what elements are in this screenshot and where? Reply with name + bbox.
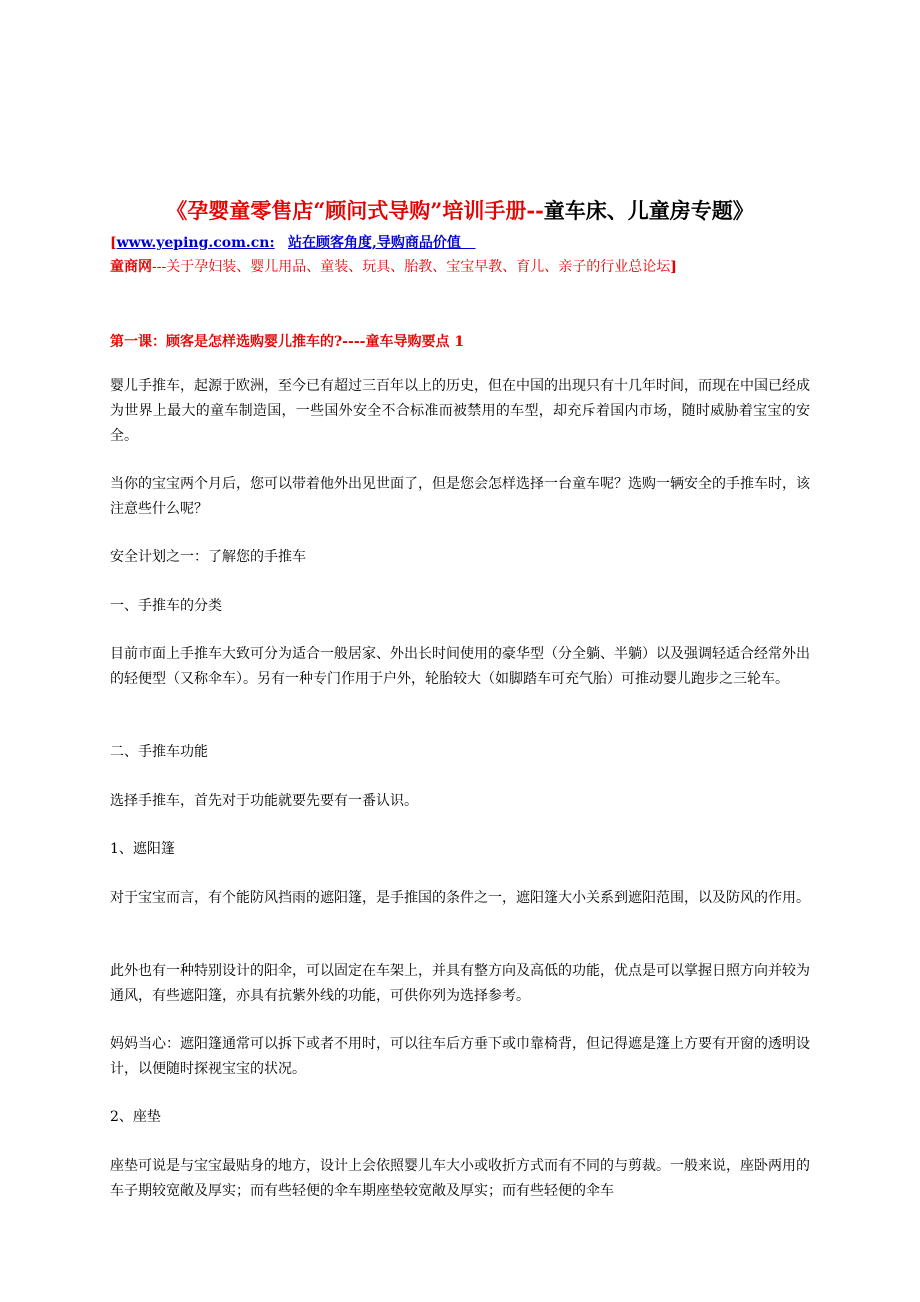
- lesson-title: 第一课：顾客是怎样选购婴儿推车的?----童车导购要点 1: [110, 334, 465, 350]
- paragraph-parasol: 此外也有一种特别设计的阳伞，可以固定在车架上，并具有整方向及高低的功能，优点是可以掌握日照方向并较为通风，有些遮阳篷，亦具有抗紫外线的功能，可供你列为选择参考。: [110, 963, 810, 1004]
- paragraph-question: 当你的宝宝两个月后，您可以带着他外出见世面了，但是您会怎样选择一台童车呢？选购一辆安全的手推车时，该注意些什么呢？: [110, 476, 810, 517]
- site-name: 童商网: [110, 259, 152, 275]
- site-description-line: [110, 256, 810, 278]
- title-tail: 童车床、儿童房专题》: [543, 198, 754, 223]
- paragraph-seat-cushion: 座垫可说是与宝宝最贴身的地方，设计上会依照婴儿车大小或收折方式而有不同的与剪裁。一般来说，座卧两用的车子期较宽敞及厚实；而有些轻便的伞车期座垫较宽敞及厚实；而有些轻便的伞车: [110, 1158, 810, 1199]
- document-title: [0, 196, 920, 226]
- paragraph-sunshade: 对于宝宝而言，有个能防风挡雨的遮阳篷，是手推国的条件之一，遮阳篷大小关系到遮阳范围，以及防风的作用。: [110, 890, 810, 906]
- title-main: 《孕婴童零售店“顾问式导购”培训手册--: [166, 198, 544, 223]
- site-link-line: [110, 232, 810, 254]
- site-description: ---关于孕妇装、婴儿用品、童装、玩具、胎教、宝宝早教、育儿、亲子的行业总论坛: [152, 259, 671, 275]
- paragraph-intro: 婴儿手推车，起源于欧洲，至今已有超过三百年以上的历史，但在中国的出现只有十几年时间，而现在中国已经成为世界上最大的童车制造国，一些国外安全不合标准而被禁用的车型，却充斥着国内市场，随时威胁着宝宝的安全。: [110, 378, 810, 444]
- site-url-link[interactable]: www.yeping.com.cn:: [116, 235, 275, 251]
- site-slogan-link[interactable]: 站在顾客角度,导购商品价值: [288, 235, 461, 251]
- section-heading-classification: 一、手推车的分类: [110, 598, 222, 614]
- paragraph-classification: 目前市面上手推车大致可分为适合一般居家、外出长时间使用的豪华型（分全躺、半躺）以及强调轻适合经常外出的轻便型（又称伞车）。另有一种专门作用于户外，轮胎较大（如脚踏车可充气胎）可推动婴儿跑步之三轮车。: [110, 646, 810, 687]
- paragraph-functions: 选择手推车，首先对于功能就要先要有一番认识。: [110, 793, 418, 809]
- subheading-sunshade: 1、遮阳篷: [110, 841, 175, 857]
- section-safety-plan: 安全计划之一：了解您的手推车: [110, 549, 306, 565]
- bracket-close: ]: [670, 259, 677, 275]
- paragraph-mom-caution: 妈妈当心：遮阳篷通常可以拆下或者不用时，可以往车后方垂下或巾靠椅背，但记得遮是篷上方要有开窗的透明设计，以便随时探视宝宝的状况。: [110, 1036, 810, 1077]
- bracket-open: [: [110, 235, 117, 251]
- section-heading-functions: 二、手推车功能: [110, 744, 208, 760]
- subheading-seat-cushion: 2、座垫: [110, 1109, 161, 1125]
